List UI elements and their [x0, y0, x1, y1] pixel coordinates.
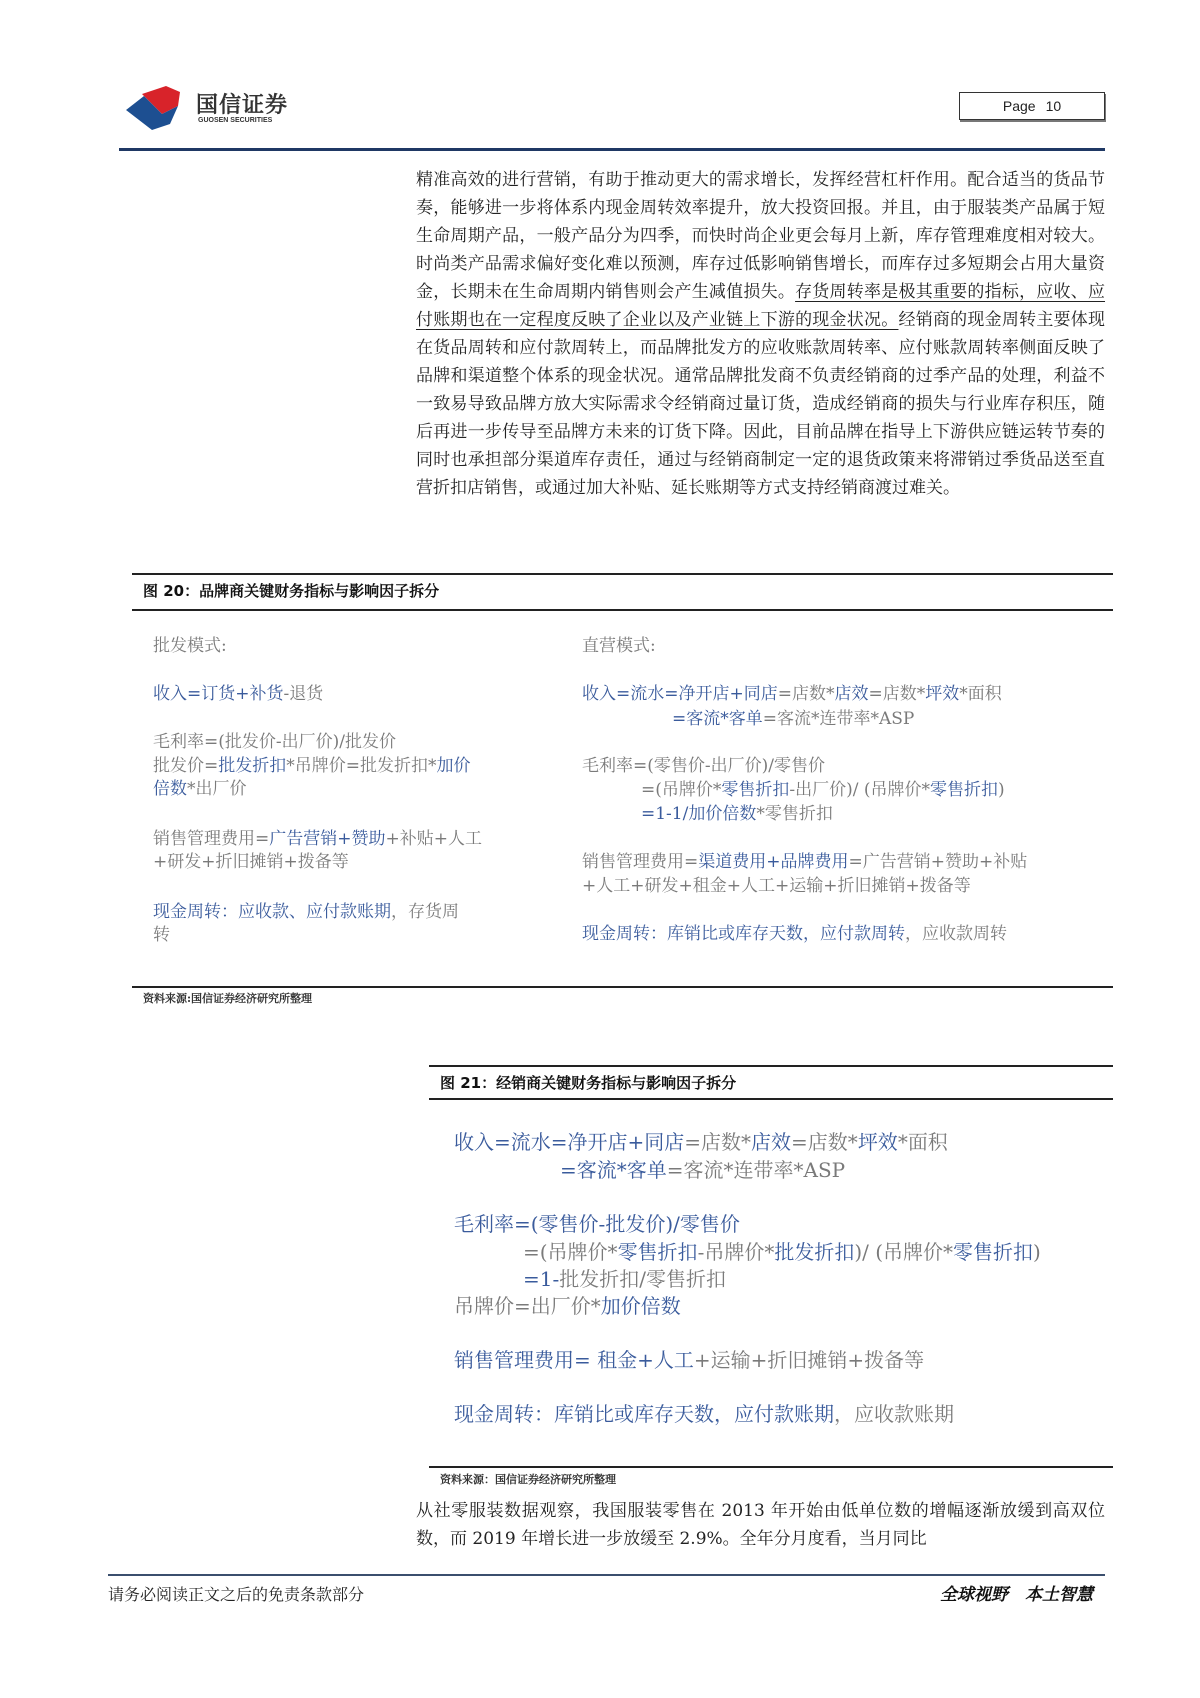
footer-disclaimer: 请务必阅读正文之后的免责条款部分	[108, 1585, 365, 1604]
formula-segment: 批发折扣	[774, 1240, 855, 1264]
formula-segment: 现金周转：	[153, 902, 238, 922]
formula-line	[523, 1236, 1041, 1265]
formula-line	[582, 871, 971, 896]
figure-bottom-rule	[132, 986, 1113, 988]
formula-segment: 收入=订货+补货	[153, 684, 284, 704]
header-divider	[119, 148, 1105, 151]
formula-segment: =客流*客单	[672, 709, 763, 729]
formula-segment: 销售管理费用=	[582, 852, 699, 872]
formula-line	[560, 1154, 845, 1183]
formula-line	[153, 847, 349, 872]
formula-line	[582, 919, 1007, 944]
formula-line	[153, 897, 459, 922]
formula-segment: 吊牌价=出厂价*	[454, 1294, 601, 1318]
formula-segment: 收入=流水=净开店+同店	[582, 684, 778, 704]
formula-segment: 现金周转：	[454, 1402, 554, 1426]
formula-segment: ，应收款周转	[905, 924, 1007, 944]
formula-segment: *零售折扣	[756, 804, 833, 824]
formula-segment: =(吊牌价*	[641, 780, 722, 800]
formula-segment: =店数*	[684, 1130, 752, 1154]
formula-segment: 销售管理费用= 租金+人工	[454, 1348, 694, 1372]
formula-segment: 加价倍数	[688, 804, 757, 824]
formula-segment: )	[1033, 1240, 1041, 1264]
formula-segment: 转	[153, 925, 170, 945]
formula-line	[454, 1126, 948, 1155]
formula-line	[153, 751, 471, 776]
formula-segment: )/ (吊牌价*	[854, 1240, 954, 1264]
formula-line	[582, 631, 656, 656]
formula-segment: 店效	[751, 1130, 792, 1154]
formula-segment: +人工+研发+租金+人工+运输+折旧摊销+拨备等	[582, 876, 971, 896]
formula-line	[672, 704, 914, 729]
formula-segment: 零售折扣	[721, 780, 790, 800]
formula-segment: 毛利率=(零售价-出厂价)/零售价	[582, 756, 825, 776]
formula-segment: -退货	[283, 684, 324, 704]
formula-line	[582, 847, 1027, 872]
formula-segment: 坪效	[857, 1130, 898, 1154]
figure-top-rule	[429, 1065, 1113, 1067]
formula-segment: *出厂价	[187, 779, 247, 799]
formula-segment: 毛利率=(零售价-批发价)/零售价	[454, 1212, 740, 1236]
body-paragraph-bottom: 从社零服装数据观察，我国服装零售在 2013 年开始由低单位数的增幅逐渐放缓到高双位数，而 2019 年增长进一步放缓至 2.9%。全年分月度看，当月同比	[416, 1501, 1105, 1549]
formula-line	[523, 1263, 726, 1292]
formula-segment: *面积	[897, 1130, 948, 1154]
logo-chinese-name: 国信证券	[196, 93, 289, 118]
formula-segment: 批发模式:	[153, 636, 227, 656]
formula-line	[582, 679, 1002, 704]
formula-segment: 坪效	[925, 684, 960, 704]
formula-line	[153, 774, 247, 799]
formula-segment: 收入=流水=净开店+同店	[454, 1130, 685, 1154]
formula-segment: *吊牌价=批发折扣*	[286, 756, 437, 776]
page-label: Page	[1002, 98, 1036, 114]
formula-segment: =店数*	[777, 684, 835, 704]
formula-line	[454, 1290, 681, 1319]
formula-segment: 销售管理费用=	[153, 829, 270, 849]
formula-segment: 店效	[834, 684, 869, 704]
footer-slogan: 全球视野 本土智慧	[940, 1585, 1093, 1605]
formula-line	[641, 799, 833, 824]
formula-segment: =1-1/	[641, 804, 689, 824]
formula-segment: +补贴+人工	[385, 829, 482, 849]
formula-segment: )	[998, 780, 1005, 800]
figure-top-rule	[132, 573, 1113, 575]
formula-segment: 倍数	[153, 779, 187, 799]
formula-segment: ，存货周	[391, 902, 459, 922]
formula-segment: 批发价=	[153, 756, 219, 776]
formula-line	[454, 1208, 740, 1237]
logo-english-name: GUOSEN SECURITIES	[198, 117, 273, 124]
formula-segment: -出厂价)/ (吊牌价*	[789, 780, 931, 800]
body-text: 精准高效的进行营销，有助于推动更大的需求增长，发挥经营杠杆作用。配合适当的货品节奏，能够进一步将体系内现金周转效率提升，放大投资回报。并且，由于服装类产品属于短生命周期产品，一般产品分为四季，而快时尚企业更会每月上新，库存管理难度相对较大。时尚类产品需求偏好变化难以预测，库存过低影响销售增长，而库存过多短期会占用大量资金，长期未在生命周期内销售则会产生减值损失。	[416, 170, 1105, 302]
formula-segment: 加价倍数	[600, 1294, 681, 1318]
formula-segment: 广告营销+赞助	[269, 829, 386, 849]
formula-line	[454, 1344, 924, 1373]
formula-segment: =广告营销+赞助+补贴	[848, 852, 1028, 872]
formula-segment: 渠道费用+品牌费用	[698, 852, 849, 872]
formula-segment: 批发折扣/零售折扣	[559, 1267, 726, 1291]
formula-segment: 加价	[436, 756, 471, 776]
body-text: 经销商的现金周转主要体现在货品周转和应付款周转上，而品牌批发方的应收账款周转率、应付账款周转率侧面反映了品牌和渠道整个体系的现金状况。通常品牌批发商不负责经销商的过季产品的处理，利益不一致易导致品牌方放大实际需求令经销商过量订货，造成经销商的损失与行业库存积压，随后再进一步传导至品牌方未来的订货下降。因此，目前品牌在指导上下游供应链运转节奏的同时也承担部分渠道库存责任，通过与经销商制定一定的退货政策来将滞销过季货品送至直营折扣店销售，或通过加大补贴、延长账期等方式支持经销商渡过难关。	[416, 310, 1106, 498]
formula-segment: 零售折扣	[617, 1240, 698, 1264]
formula-segment: =店数*	[868, 684, 926, 704]
formula-line	[641, 775, 1005, 800]
formula-line	[153, 631, 227, 656]
figure-21-source: 资料来源：国信证券经济研究所整理	[440, 1473, 616, 1486]
formula-line	[153, 920, 170, 945]
figure-bottom-rule	[429, 1466, 1113, 1468]
figure-title-rule	[429, 1098, 1113, 1100]
body-paragraph-top	[416, 166, 1105, 502]
formula-segment: 库销比或库存天数，应付款账期	[554, 1402, 834, 1426]
formula-segment: 应收款、应付款账期	[238, 902, 391, 922]
formula-segment: 零售折扣	[930, 780, 999, 800]
figure-21-title: 图 21：经销商关键财务指标与影响因子拆分	[440, 1074, 737, 1092]
figure-20-title: 图 20：品牌商关键财务指标与影响因子拆分	[143, 582, 440, 600]
underlined-text: 存货周转率是极其重要的指标，应收、应付账期也在一定程度反映了企业以及产业链上下游的现金状况。	[416, 282, 1106, 330]
formula-segment: =客流*客单	[560, 1158, 667, 1182]
formula-segment: +运输+折旧摊销+拨备等	[693, 1348, 925, 1372]
page-indicator	[959, 92, 1105, 120]
formula-segment: 库销比或库存天数，应付款周转	[667, 924, 905, 944]
formula-segment: +研发+折旧摊销+拨备等	[153, 852, 349, 872]
formula-segment: *面积	[959, 684, 1002, 704]
formula-line	[153, 824, 482, 849]
formula-segment: =客流*连带率*ASP	[762, 709, 915, 729]
formula-segment: 零售折扣	[953, 1240, 1034, 1264]
formula-line	[153, 727, 396, 752]
formula-segment: 毛利率=(批发价-出厂价)/批发价	[153, 732, 396, 752]
formula-line	[454, 1398, 954, 1427]
formula-line	[582, 751, 825, 776]
formula-segment: 直营模式:	[582, 636, 656, 656]
formula-segment: 批发折扣	[218, 756, 287, 776]
formula-segment: ，应收款账期	[834, 1402, 954, 1426]
formula-segment: =(吊牌价*	[523, 1240, 618, 1264]
figure-title-rule	[132, 609, 1113, 611]
figure-20-source: 资料来源:国信证券经济研究所整理	[143, 992, 313, 1005]
footer-divider	[108, 1574, 1105, 1576]
formula-segment: 现金周转：	[582, 924, 667, 944]
formula-segment: =店数*	[791, 1130, 858, 1154]
page-number: 10	[1045, 98, 1062, 114]
formula-line	[153, 679, 323, 704]
formula-segment: =客流*连带率*ASP	[666, 1158, 846, 1182]
formula-segment: =1-	[523, 1267, 560, 1291]
formula-segment: -吊牌价*	[697, 1240, 775, 1264]
